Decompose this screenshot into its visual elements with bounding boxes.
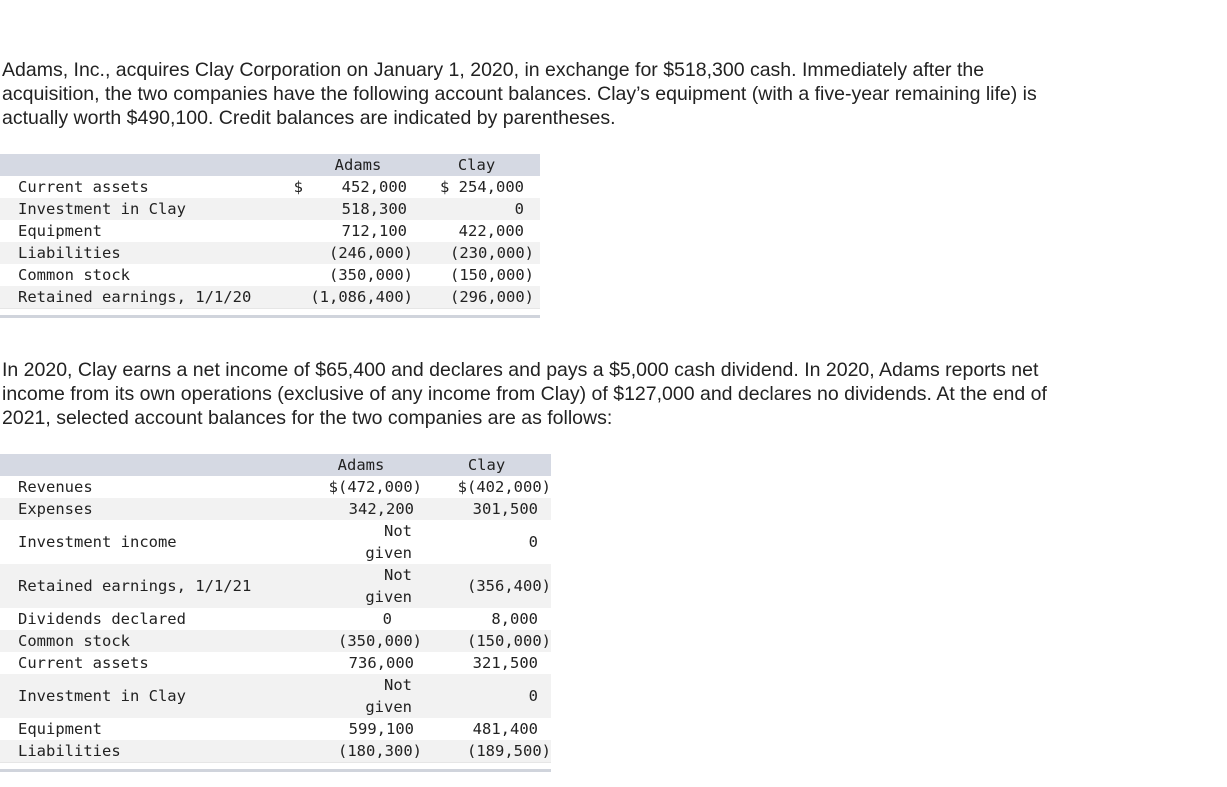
intro-paragraph: Adams, Inc., acquires Clay Corporation on January 1, 2020, in exchange for $518,300 cash. Immediately after the acquisition, the two companies have the following account balances. Clay’s equipment (with a five-year remaining life) is actually worth $490,100. Credit balances are indicated by parentheses. <box>2 59 1037 129</box>
row-label: Equipment <box>18 720 102 738</box>
clay-value: (150,000) <box>422 630 551 652</box>
column-header-adams: Adams <box>300 454 422 476</box>
row-label: Liabilities <box>0 740 300 763</box>
adams-value: 518,300 <box>303 198 413 220</box>
table-row <box>0 674 551 718</box>
clay-value: (189,500) <box>422 740 551 763</box>
row-label: Retained earnings, 1/1/21 <box>0 564 300 608</box>
clay-value: 481,400 <box>472 720 538 738</box>
row-label: Retained earnings, 1/1/20 <box>0 286 283 309</box>
adams-value: 599,100 <box>348 720 414 738</box>
row-label: Investment in Clay <box>0 198 283 220</box>
table-row <box>0 608 551 630</box>
row-label: Liabilities <box>0 242 283 264</box>
row-label: Investment in Clay <box>0 674 300 718</box>
row-label: Dividends declared <box>18 610 186 628</box>
table-row <box>0 476 551 498</box>
adams-value: 736,000 <box>348 654 414 672</box>
table-row <box>0 264 540 286</box>
row-label: Equipment <box>18 222 102 240</box>
clay-value: 0 <box>528 533 538 551</box>
table-row <box>0 652 551 674</box>
clay-value: (230,000) <box>413 242 540 264</box>
table-row <box>0 564 551 608</box>
clay-value: 321,500 <box>472 654 538 672</box>
table-row <box>0 286 540 309</box>
clay-value: 422,000 <box>458 222 524 240</box>
adams-value-not-given: Not given <box>300 674 422 718</box>
adams-value: (246,000) <box>303 242 413 264</box>
table-row <box>0 242 540 264</box>
table-row <box>0 220 540 242</box>
table-header-row <box>0 154 540 176</box>
adams-value: (180,300) <box>300 740 422 763</box>
adams-value: 452,000 <box>341 178 407 196</box>
table-row <box>0 740 551 763</box>
clay-value: 0 <box>413 198 540 220</box>
adams-value: 712,100 <box>341 222 407 240</box>
row-label: Common stock <box>0 630 300 652</box>
clay-value: (356,400) <box>422 564 551 608</box>
adams-value: (350,000) <box>329 266 413 284</box>
adams-value: (350,000) <box>300 630 422 652</box>
table-footer <box>0 309 540 317</box>
adams-value: 0 <box>382 610 392 628</box>
year-end-balances-table <box>0 454 551 772</box>
clay-value: (296,000) <box>413 286 540 309</box>
row-label: Current assets <box>18 654 149 672</box>
adams-value-not-given: Not given <box>365 522 412 562</box>
clay-value: 8,000 <box>491 610 538 628</box>
adams-value: 342,200 <box>300 498 422 520</box>
clay-value: (150,000) <box>450 266 534 284</box>
adams-value: (1,086,400) <box>303 286 413 309</box>
adams-value: $(472,000) <box>328 478 422 496</box>
clay-value: 0 <box>422 674 551 718</box>
row-label: Current assets <box>18 178 149 196</box>
table-row <box>0 718 551 740</box>
clay-value: $ 254,000 <box>440 178 524 196</box>
table-row <box>0 498 551 520</box>
dollar-sign: $ <box>293 178 303 196</box>
middle-paragraph: In 2020, Clay earns a net income of $65,400 and declares and pays a $5,000 cash dividend. In 2020, Adams reports net income from its own operations (exclusive of any income from Clay) of $127,000 and declares no dividends. At the end of 2021, selected account balances for the two companies are as follows: <box>2 359 1047 429</box>
acquisition-balances-table <box>0 154 540 318</box>
table-header-row <box>0 454 551 476</box>
table-row <box>0 520 551 564</box>
row-label: Revenues <box>18 478 93 496</box>
clay-value: 301,500 <box>422 498 551 520</box>
table-row <box>0 198 540 220</box>
row-label: Common stock <box>18 266 130 284</box>
table-footer <box>0 763 551 771</box>
column-header-clay: Clay <box>422 454 551 476</box>
table-row <box>0 630 551 652</box>
row-label: Expenses <box>0 498 300 520</box>
column-header-clay: Clay <box>413 154 540 176</box>
table-row <box>0 176 540 198</box>
clay-value: $(402,000) <box>457 478 551 496</box>
column-header-adams: Adams <box>303 154 413 176</box>
adams-value-not-given: Not given <box>300 564 422 608</box>
row-label: Investment income <box>18 533 177 551</box>
